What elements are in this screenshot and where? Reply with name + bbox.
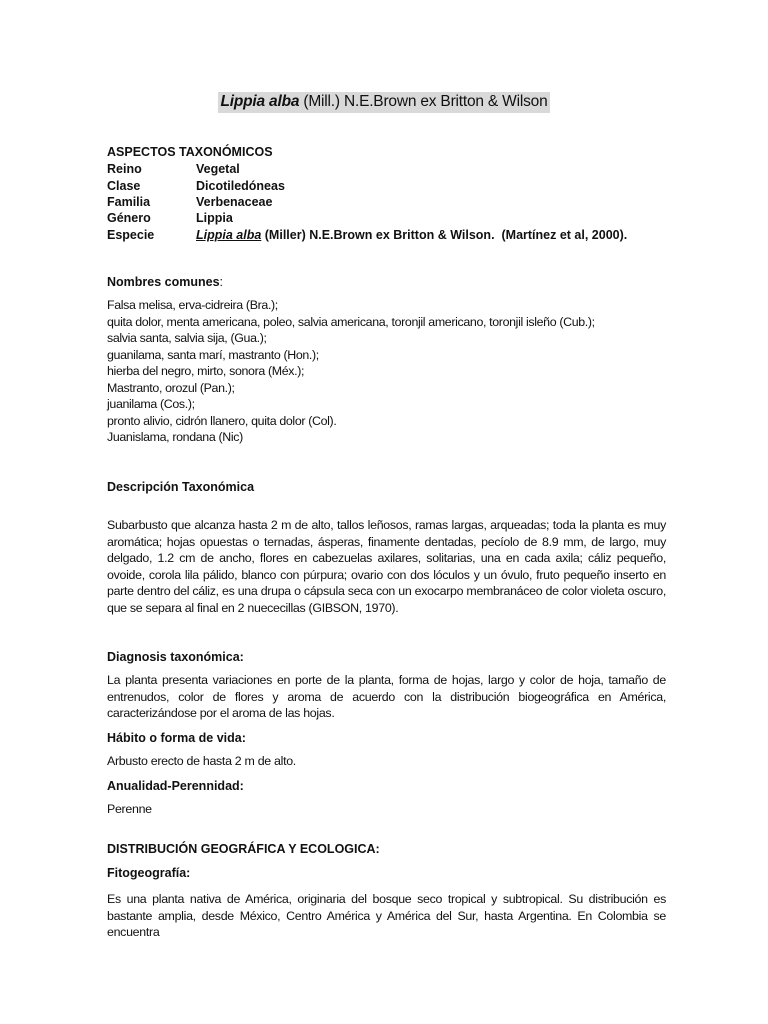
taxonomy-key: Familia [107,195,151,209]
list-item: quita dolor, menta americana, poleo, salvia americana, toronjil americano, toronjil isleño (Cub.); [107,314,595,329]
taxonomy-value: Lippia [196,211,233,225]
species-citation: (Martínez et al, 2000). [501,228,628,242]
taxonomy-key: Género [107,211,151,225]
list-item: Falsa melisa, erva-cidreira (Bra.); [107,298,278,312]
document-title [0,92,768,113]
list-item: juanilama (Cos.); [107,397,195,411]
taxonomy-value: Vegetal [196,162,240,176]
diagnosis-paragraph: La planta presenta variaciones en porte de la planta, forma de hojas, largo y color de hoja, tamaño de entrenudos, color de flores y aroma de acuerdo con la distribución biogeográfica en América, caracterizándose por el aroma de las hojas. [107,673,666,721]
list-item: guanilama, santa marí, mastranto (Hon.); [107,347,319,362]
common-names-title: Nombres comunes [107,275,220,289]
diagnosis-heading: Diagnosis taxonómica: [107,650,244,664]
list-item: pronto alivio, cidrón llanero, quita dolor (Col). [107,413,337,428]
taxonomy-key: Clase [107,179,141,193]
taxonomy-row-reino [107,162,240,176]
common-names-colon: : [219,275,224,289]
title-highlight [218,92,551,113]
taxonomy-value: Verbenaceae [196,195,273,209]
annuality-heading: Anualidad-Perennidad: [107,779,244,793]
list-item: hierba del negro, mirto, sonora (Méx.); [107,364,305,378]
taxonomy-row-especie [107,228,627,242]
title-scientific-name: Lippia alba [220,93,300,110]
common-names-list [107,297,595,446]
annuality-text: Perenne [107,802,152,816]
list-item: Mastranto, orozul (Pan.); [107,380,235,395]
description-heading: Descripción Taxonómica [107,480,255,494]
taxonomy-value: Dicotiledóneas [196,179,285,193]
taxonomy-key: Especie [107,228,155,242]
distribution-heading: DISTRIBUCIÓN GEOGRÁFICA Y ECOLOGICA: [107,842,380,856]
species-period: . [491,228,495,242]
list-item: Juanislama, rondana (Nic) [107,430,243,444]
list-item: salvia santa, salvia sija, (Gua.); [107,331,267,345]
habit-heading: Hábito o forma de vida: [107,731,246,745]
description-paragraph: Subarbusto que alcanza hasta 2 m de alto, tallos leñosos, ramas largas, arqueadas; toda la planta es muy aromática; hojas opuestas o ternadas, ásperas, finamente dentadas, pecíolo de 8.9 mm, de largo, muy delgado, 1.2 cm de ancho, flores en cabezuelas axilares, solitarias, una en cada axila; cáliz pequeño, ovoide, corola lila pálido, blanco con púrpura; ovario con dos lóculos y un óvulo, fruto pequeño inserto en parte dentro del cáliz, es una drupa o cápsula seca con un exocarpo membranáceo de color violeta oscuro, que se separa al final en 2 nuececillas (GIBSON, 1970). [107,518,666,615]
phytogeography-heading: Fitogeografía: [107,866,191,880]
taxonomy-row-clase [107,179,285,193]
species-name: Lippia alba [196,228,262,242]
species-authority: (Miller) N.E.Brown ex Britton & Wilson [261,228,492,242]
taxonomy-row-familia [107,195,272,209]
habit-text: Arbusto erecto de hasta 2 m de alto. [107,754,296,768]
title-authority: (Mill.) N.E.Brown ex Britton & Wilson [299,93,548,110]
taxonomy-key: Reino [107,162,142,176]
taxonomy-row-genero [107,211,233,225]
common-names-heading [107,275,223,289]
taxonomy-heading: ASPECTOS TAXONÓMICOS [107,145,273,159]
distribution-paragraph: Es una planta nativa de América, originaria del bosque seco tropical y subtropical. Su distribución es bastante amplia, desde México, Centro América y América del Sur, hasta Argentina. En Colombia se encuentra [107,892,666,940]
